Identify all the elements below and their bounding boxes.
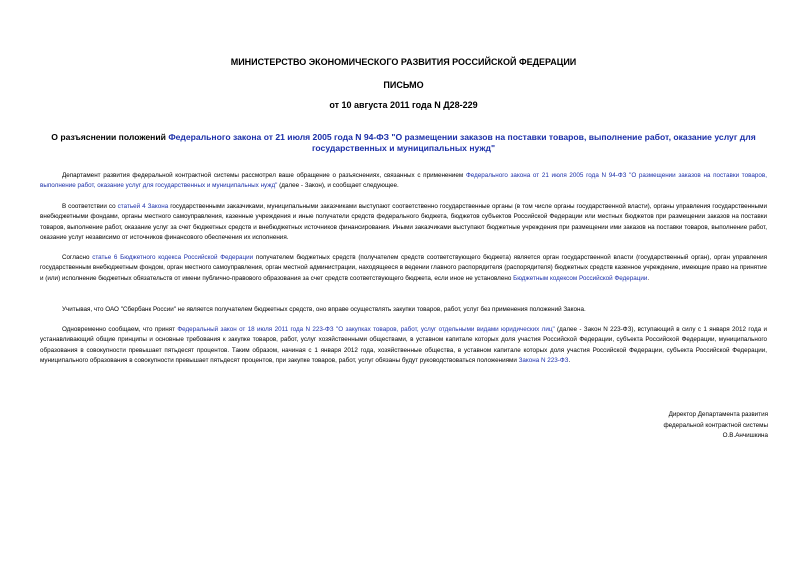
p5-text-3: . [568,357,571,365]
p5-text-1: Одновременно сообщаем, что принят [62,326,178,333]
p3-text-3: . [647,274,650,282]
ministry-title: МИНИСТЕРСТВО ЭКОНОМИЧЕСКОГО РАЗВИТИЯ РОССИЙСКОЙ ФЕДЕРАЦИИ [230,57,577,67]
p1-law-link[interactable]: Федерального закона от 21 июля 2005 года N 94-ФЗ "О размещении заказов на поставки товаров, выполнение работ, оказание услуг для государственных и муниципальных нужд" [40,172,767,190]
p2-article-link[interactable]: статьей 4 Закона [117,203,169,210]
paragraph-3 [40,253,767,284]
signature-block [663,410,768,442]
p1-text-1: Департамент развития федеральной контрактной системы рассмотрел ваше обращение о разъяснениях, связанных с применением [62,172,466,179]
paragraph-1 [40,171,767,192]
subject-prefix: О разъяснении положений [51,132,169,142]
p3-budget-code-link[interactable]: Бюджетным кодексом Российской Федерации [513,274,648,282]
p5-law-223-short-link[interactable]: Закона N 223-ФЗ [518,357,569,365]
signature-position-line-2: федеральной контрактной системы [663,421,768,429]
p3-budget-code-article-link[interactable]: статье 6 Бюджетного кодекса Российской Федерации [92,254,254,261]
document-subject [35,132,772,154]
p3-text-2: получателем бюджетных средств (получателем средств соответствующего бюджета) является орган государственной власти (государственный орган), орган управления государственным внебюджетным фондом, орган местного самоуправления, орган местной администрации, находящееся в ведении главного распорядителя (распорядителя) бюджетных средств казенное учреждение, имеющие право на принятие и (или) исполнение бюджетных обязательств от имени публично-правового образования за счет средств соответствующего бюджета, если иное не установлено [40,254,767,282]
p2-text-1: В соответствии со [62,203,118,210]
paragraph-2 [40,202,767,244]
subject-law-link[interactable]: Федерального закона от 21 июля 2005 года N 94-ФЗ "О размещении заказов на поставки товаров, выполнение работ, оказание услуг для государственных и муниципальных нужд" [168,132,756,153]
p3-text-1: Согласно [62,254,93,261]
paragraph-4 [40,305,767,315]
document-type: ПИСЬМО [383,80,424,90]
signature-name: О.В.Анчишкина [722,432,768,440]
p5-law-223-link[interactable]: Федеральный закон от 18 июля 2011 года N 223-ФЗ "О закупках товаров, работ, услуг отдельными видами юридических лиц" [177,326,555,333]
signature-position-line-1: Директор Департамента развития [668,411,768,418]
paragraph-5 [40,325,767,367]
p1-text-2: (далее - Закон), и сообщает следующее. [277,182,399,190]
p5-text-2: (далее - Закон N 223-ФЗ), вступающий в силу с 1 января 2012 года и устанавливающий общие принципы и основные требования к закупке товаров, работ, услуг хозяйственными обществами, в уставном капитале которых доля участия Российской Федерации, субъекта Российской Федерации, муниципального образования в совокупности превышает пятьдесят процентов. Таким образом, начиная с 1 января 2012 года, хозяйственные общества, в уставном капитале которых доля участия Российской Федерации, субъекта Российской Федерации, муниципального образования в совокупности превышает пятьдесят процентов, при закупке товаров, работ, услуг обязаны будут руководствоваться положениями [40,326,767,365]
p4-text-1: Учитывая, что ОАО "Сбербанк России" не является получателем бюджетных средств, оно вправе осуществлять закупки товаров, работ, услуг без применения положений Закона. [62,306,586,313]
p2-text-2: государственными заказчиками, муниципальными заказчиками выступают соответственно государственные органы (в том числе органы государственной власти), органы управления государственными внебюджетными фондами, органы местного самоуправления, казенные учреждения и иные получатели средств федерального бюджета, бюджетов субъектов Российской Федерации или местных бюджетов при размещении заказов на поставки товаров, выполнение работ, оказание услуг за счет бюджетных средств и внебюджетных источников финансирования. Иными заказчиками выступают бюджетные учреждения при размещении ими заказов на поставки товаров, выполнение работ, оказание услуг независимо от источников финансового обеспечения их исполнения. [40,203,767,242]
document-date-number: от 10 августа 2011 года N Д28-229 [329,100,478,110]
